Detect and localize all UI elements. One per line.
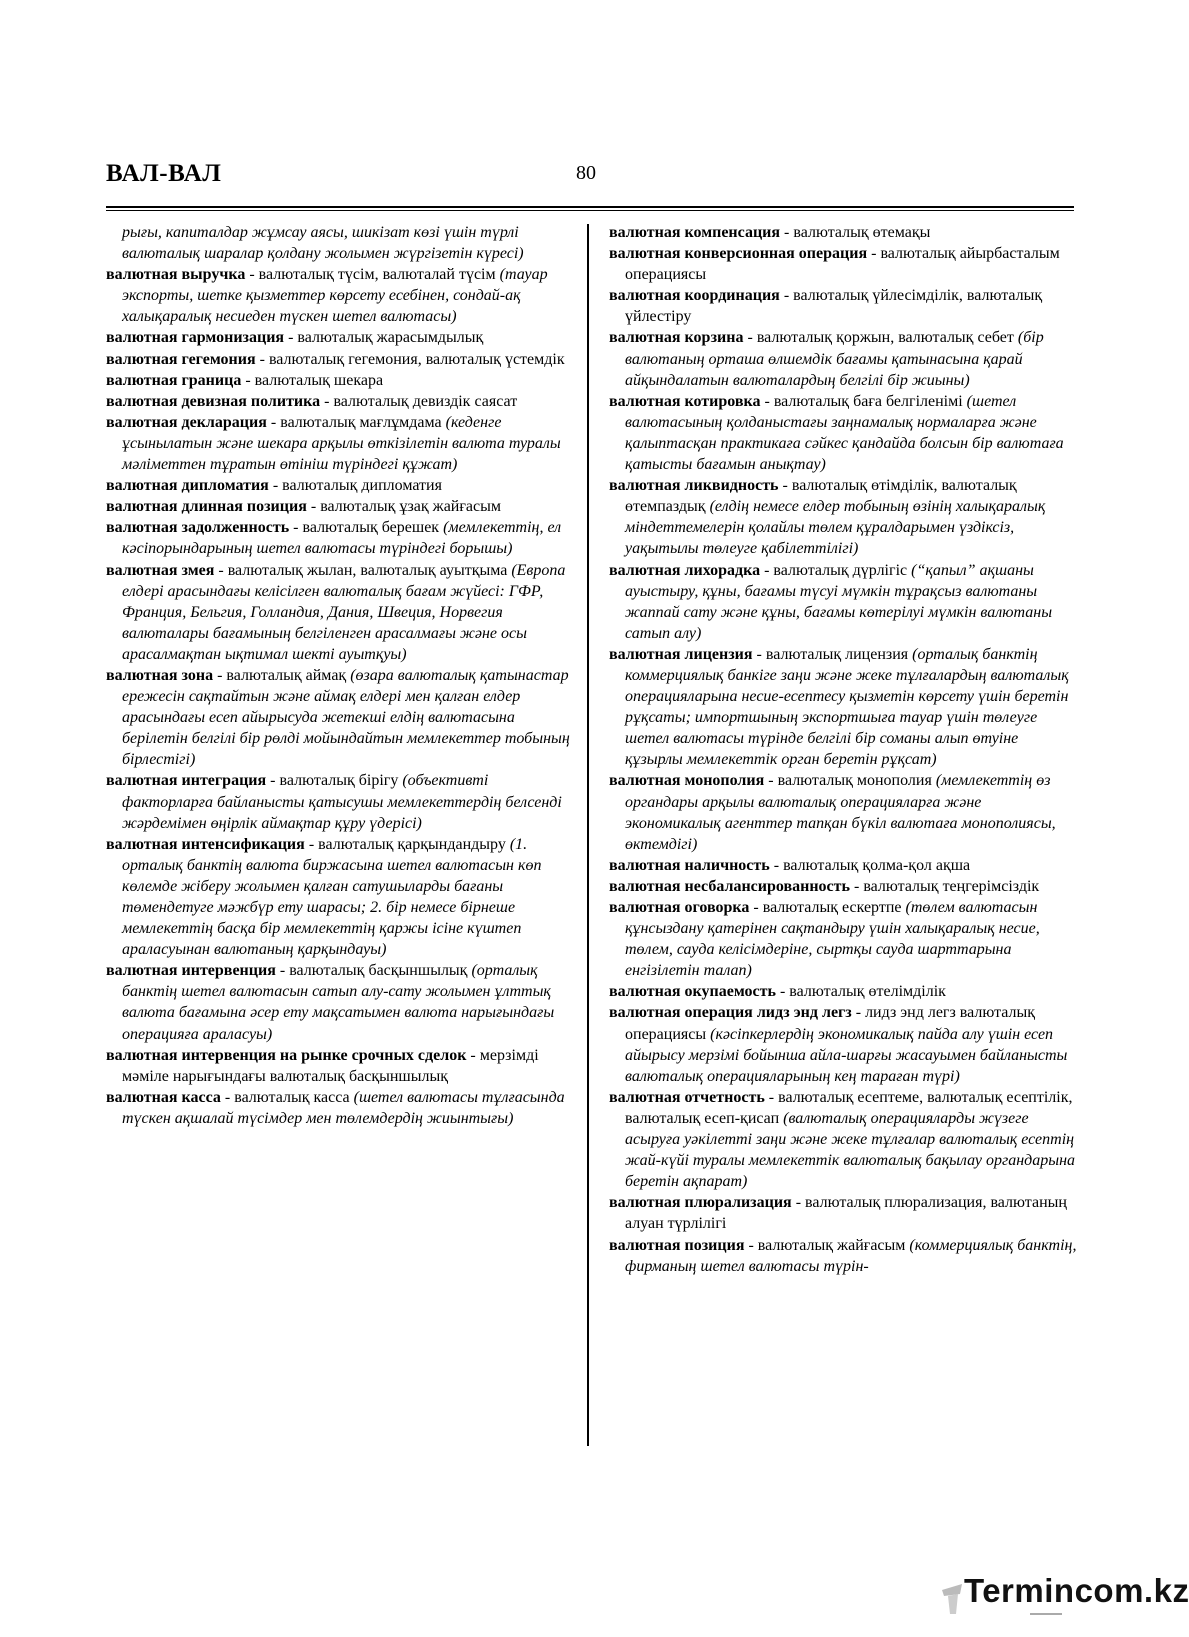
entry-definition: - валюталық шекара xyxy=(241,371,384,389)
entry-definition: - валюталық плюрализация, валютаның алуан түрлілігі xyxy=(625,1194,1067,1233)
continuation-text: рығы, капиталдар жұмсау аясы, шикізат көзі үшін түрлі валюталық шаралар қолдану жолымен жүргізетін күресі) xyxy=(122,224,524,263)
entry-term: валютная интервенция xyxy=(106,962,276,980)
entry-term: валютная интеграция xyxy=(106,772,267,790)
right-entries xyxy=(609,222,1079,1277)
dictionary-entry xyxy=(609,981,1079,1002)
entry-definition: - валюталық ұзақ жайғасым xyxy=(306,498,501,516)
logo-swoosh-icon xyxy=(942,1584,962,1596)
dictionary-entry xyxy=(609,222,1079,243)
entry-definition: - валюталық мағлұмдама xyxy=(266,413,446,431)
entry-definition: - валюталық өтемақы xyxy=(780,224,931,241)
entry-definition: - валюталық теңгерімсіздік xyxy=(849,877,1040,895)
entry-explanation: (кеденге ұсынылатын және шекара арқылы өткізілетін валюта туралы мәліметтен тұратын өтініш түріндегі құжат) xyxy=(122,413,561,474)
entry-explanation: (тауар экспорты, шетке қызметтер көрсету есебінен, сондай-ақ халықаралық несиеден түскен шетел валютасы) xyxy=(122,266,548,326)
entry-term: валютная корзина xyxy=(609,329,744,347)
dictionary-entry xyxy=(106,349,573,370)
entry-term: валютная позиция xyxy=(609,1236,745,1254)
entry-definition: - валюталық ескертпе xyxy=(749,899,906,916)
dictionary-entry xyxy=(106,517,573,559)
entry-definition: - валюталық үйлесімділік, валюталық үйлестіру xyxy=(625,287,1043,326)
entry-term: валютная касса xyxy=(106,1088,221,1106)
dictionary-entry xyxy=(106,1045,573,1087)
entry-definition: - валюталық баға белгіленімі xyxy=(760,392,967,410)
dictionary-entry xyxy=(609,475,1079,559)
entry-term: валютная задолженность xyxy=(106,519,290,537)
dictionary-entry xyxy=(609,876,1079,897)
right-column xyxy=(609,222,1079,1277)
entry-definition: - лидз энд легз валюталық операциясы xyxy=(625,1004,1036,1043)
entry-definition: - валюталық жылан, валюталық ауытқыма xyxy=(214,561,512,579)
entry-term: валютная отчетность xyxy=(609,1088,765,1106)
entry-explanation: (шетел валютасының қолданыстағы заңнамалық нормаларға және қалыптасқан практикаға сәйкес қандайда болсын бір валютаға қатысты бағамын анықтау) xyxy=(625,392,1064,474)
entry-explanation: (объективті факторларға байланысты қатысушы мемлекеттердің белсенді жәрдемімен өңірлік аймақтар құру үдерісі) xyxy=(122,772,562,832)
entry-definition: - валюталық дипломатия xyxy=(268,477,442,495)
entry-definition: - валюталық басқыншылық xyxy=(275,962,472,980)
entry-term: валютная гегемония xyxy=(106,350,256,368)
dictionary-entry xyxy=(106,665,573,770)
dictionary-entry xyxy=(609,897,1079,981)
dictionary-entry xyxy=(106,560,573,665)
entry-term: валютная ликвидность xyxy=(609,477,779,495)
section-heading: ВАЛ-ВАЛ xyxy=(106,160,222,187)
dictionary-entry xyxy=(609,644,1079,771)
entry-explanation: (елдің немесе елдер тобының өзінің халықаралық міндеттемелерін қолайлы төлем құралдарымен үздіксіз, уақытылы төлеуге қабілеттілігі) xyxy=(625,498,1046,558)
entry-definition: - валюталық жарасымдылық xyxy=(284,329,484,347)
entry-term: валютная операция лидз энд легз xyxy=(609,1004,852,1022)
entry-definition: - валюталық өтімділік, валюталық өтемпаздық xyxy=(625,477,1017,516)
dictionary-entry xyxy=(106,960,573,1044)
entry-term: валютная длинная позиция xyxy=(106,498,307,516)
dictionary-entry xyxy=(106,834,573,961)
entry-explanation: (орталық банктің шетел валютасын сатып алу-сату жолымен ұлттық валюта бағамына әсер ету мақсатымен валюта нарығындағы операцияға араласуы) xyxy=(122,962,555,1043)
left-entries xyxy=(106,264,573,1129)
entry-definition: - валюталық аймақ xyxy=(213,666,351,684)
dictionary-entry xyxy=(609,243,1079,285)
entry-definition: - валюталық гегемония, валюталық үстемдік xyxy=(255,350,565,368)
entry-definition: - валюталық бірігу xyxy=(266,772,403,790)
dictionary-entry xyxy=(106,391,573,412)
entry-explanation: (төлем валютасын құнсыздану қатерінен сақтандыру үшін халықаралық несие, төлем, сауда келісімдеріне, сыртқы сауда шарттарына енгізілетін талап) xyxy=(625,899,1040,980)
dictionary-entry xyxy=(609,1002,1079,1086)
dictionary-entry xyxy=(106,496,573,517)
entry-term: валютная координация xyxy=(609,287,780,305)
dictionary-entry xyxy=(609,285,1079,327)
entry-definition: - валюталық түсім, валюталай түсім xyxy=(245,266,500,284)
entry-term: валютная гармонизация xyxy=(106,329,285,347)
column-divider xyxy=(587,224,589,1446)
entry-explanation: (“қапыл” ақшаны ауыстыру, құны, бағамы түсуі мүмкін тұрақсыз валютаны жаппай сату және құны, бағамы көтерілуі мүмкін валютаны сатып алу) xyxy=(625,561,1053,642)
dictionary-entry xyxy=(609,770,1079,854)
entry-term: валютная зона xyxy=(106,666,214,684)
entry-term: валютная плюрализация xyxy=(609,1194,792,1212)
entry-term: валютная лихорадка xyxy=(609,561,761,579)
logo-text: Termincom.kz xyxy=(964,1572,1189,1609)
entry-term: валютная интервенция на рынке срочных сделок xyxy=(106,1046,467,1064)
dictionary-entry xyxy=(106,370,573,391)
dictionary-entry xyxy=(609,1192,1079,1234)
entry-definition: - валюталық лицензия xyxy=(752,645,913,663)
entry-term: валютная змея xyxy=(106,561,215,579)
entry-term: валютная выручка xyxy=(106,266,246,284)
page-number: 80 xyxy=(576,162,596,184)
entry-explanation: (кәсіпкерлердің экономикалық пайда алу үшін есеп айырысу мерзімі бойынша айла-шарғы жасауымен байланысты валюталық операцияларының кең тараған түрі) xyxy=(625,1025,1068,1085)
dictionary-entry xyxy=(106,327,573,348)
entry-definition: - валюталық монополия xyxy=(764,772,936,790)
entry-explanation: (орталық банктің коммерциялық банкіге заңи және жеке тұлғалардың валюталық операцияларына несие-есептесу қызметін көрсету үшін беретін рұқсаты; импортшының экспортшыға тауар үшін төлеуге шетел валютасы түрінде белгілі бір соманы алып өтуіне құзырлы мемлекеттік орган беретін рұқсат) xyxy=(625,645,1069,769)
entry-definition: - валюталық касса xyxy=(220,1088,354,1106)
entry-definition: - валюталық дүрлігіс xyxy=(760,561,912,579)
dictionary-entry xyxy=(609,327,1079,390)
entry-term: валютная монополия xyxy=(609,772,765,790)
entry-term: валютная наличность xyxy=(609,856,770,874)
dictionary-entry xyxy=(106,412,573,475)
dictionary-entry xyxy=(106,1087,573,1129)
entry-definition: - мерзімді мәміле нарығындағы валюталық басқыншылық xyxy=(122,1046,539,1085)
entry-term: валютная девизная политика xyxy=(106,392,321,410)
entry-definition: - валюталық өтелімділік xyxy=(775,983,946,1001)
entry-explanation: (мемлекеттің, ел кәсіпорындарының шетел валютасы түріндегі борышы) xyxy=(122,519,562,558)
entry-term: валютная декларация xyxy=(106,413,267,431)
entry-definition: - валюталық жайғасым xyxy=(744,1236,910,1254)
entry-term: валютная лицензия xyxy=(609,645,753,663)
entry-explanation: (коммерциялық банктің, фирманың шетел валютасы түрін- xyxy=(625,1236,1077,1275)
entry-explanation: (1. орталық банктің валюта биржасына шетел валютасын көп көлемде жіберу жолымен қалған сатушыларды бағаны төмендетуге мәжбүр ету шарасы; 2. бір немесе бірнеше мемлекеттің басқа бір мемлекеттің қаржы ісіне күштеп араласуынан валютаның қарқындауы) xyxy=(122,835,542,959)
header-rule-thin xyxy=(106,210,1074,211)
entry-explanation: (өзара валюталық қатынастар ережесін сақтайтын және аймақ елдері мен қалған елдер арасындағы есеп айырысуда жетекші елдің валютасына берілетін белгілі бір рөлді мойындайтын мемлекеттер тобының бірлестігі) xyxy=(122,666,570,769)
dictionary-entry xyxy=(106,770,573,833)
entry-definition: - валюталық қарқындандыру xyxy=(304,835,510,853)
entry-definition: - валюталық есептеме, валюталық есептілік, валюталық есеп-қисап xyxy=(625,1088,1073,1127)
entry-explanation: (Европа елдері арасындағы келісілген валюталық бағам жүйесі: ГФР, Франция, Бельгия, Голландия, Дания, Швеция, Норвегия валюталары бағамының белгіленген арасалмағы және осы арасалмақтан ықтимал шекті ауытқуы) xyxy=(122,561,566,663)
entry-definition: - валюталық берешек xyxy=(289,519,444,537)
entry-term: валютная оговорка xyxy=(609,899,750,916)
dictionary-entry xyxy=(609,560,1079,644)
dictionary-entry xyxy=(106,264,573,327)
entry-term: валютная граница xyxy=(106,371,242,389)
entry-definition: - валюталық девиздік саясат xyxy=(320,392,518,410)
entry-definition: - валюталық қолма-қол ақша xyxy=(769,856,971,874)
dictionary-entry xyxy=(609,855,1079,876)
entry-term: валютная компенсация xyxy=(609,224,781,241)
dictionary-entry xyxy=(609,1087,1079,1192)
entry-explanation: (валюталық операцияларды жүзеге асыруға уәкілетті заңи және жеке тұлғалар валюталық есептің жай-күйі туралы мемлекеттік валюталық бақылау органдарына беретін ақпарат) xyxy=(625,1109,1076,1191)
dictionary-entry xyxy=(106,475,573,496)
entry-term: валютная интенсификация xyxy=(106,835,305,853)
entry-definition: - валюталық қоржын, валюталық себет xyxy=(743,329,1018,347)
dictionary-entry xyxy=(609,1235,1079,1277)
header-rule-thick xyxy=(106,206,1074,208)
left-column xyxy=(106,222,573,1129)
entry-definition: - валюталық айырбасталым операциясы xyxy=(625,245,1060,284)
entry-term: валютная окупаемость xyxy=(609,983,776,1001)
entry-explanation: (бір валютаның орташа өлшемдік бағамы қатынасына қарай айқындалатын валюталардың белгілі бір жиыны) xyxy=(625,329,1044,389)
entry-explanation: (шетел валютасы тұлғасында түскен ақшалай түсімдер мен төлемдердің жиынтығы) xyxy=(122,1088,565,1127)
entry-term: валютная конверсионная операция xyxy=(609,245,868,263)
entry-term: валютная дипломатия xyxy=(106,477,269,495)
entry-explanation: (мемлекеттің өз органдары арқылы валюталық операцияларға және экономикалық агенттер тапқан бүкіл валютаға монополиясы, өктемдігі) xyxy=(625,772,1056,853)
dictionary-entry xyxy=(609,391,1079,475)
entry-term: валютная котировка xyxy=(609,392,761,410)
entry-term: валютная несбалансированность xyxy=(609,877,850,895)
